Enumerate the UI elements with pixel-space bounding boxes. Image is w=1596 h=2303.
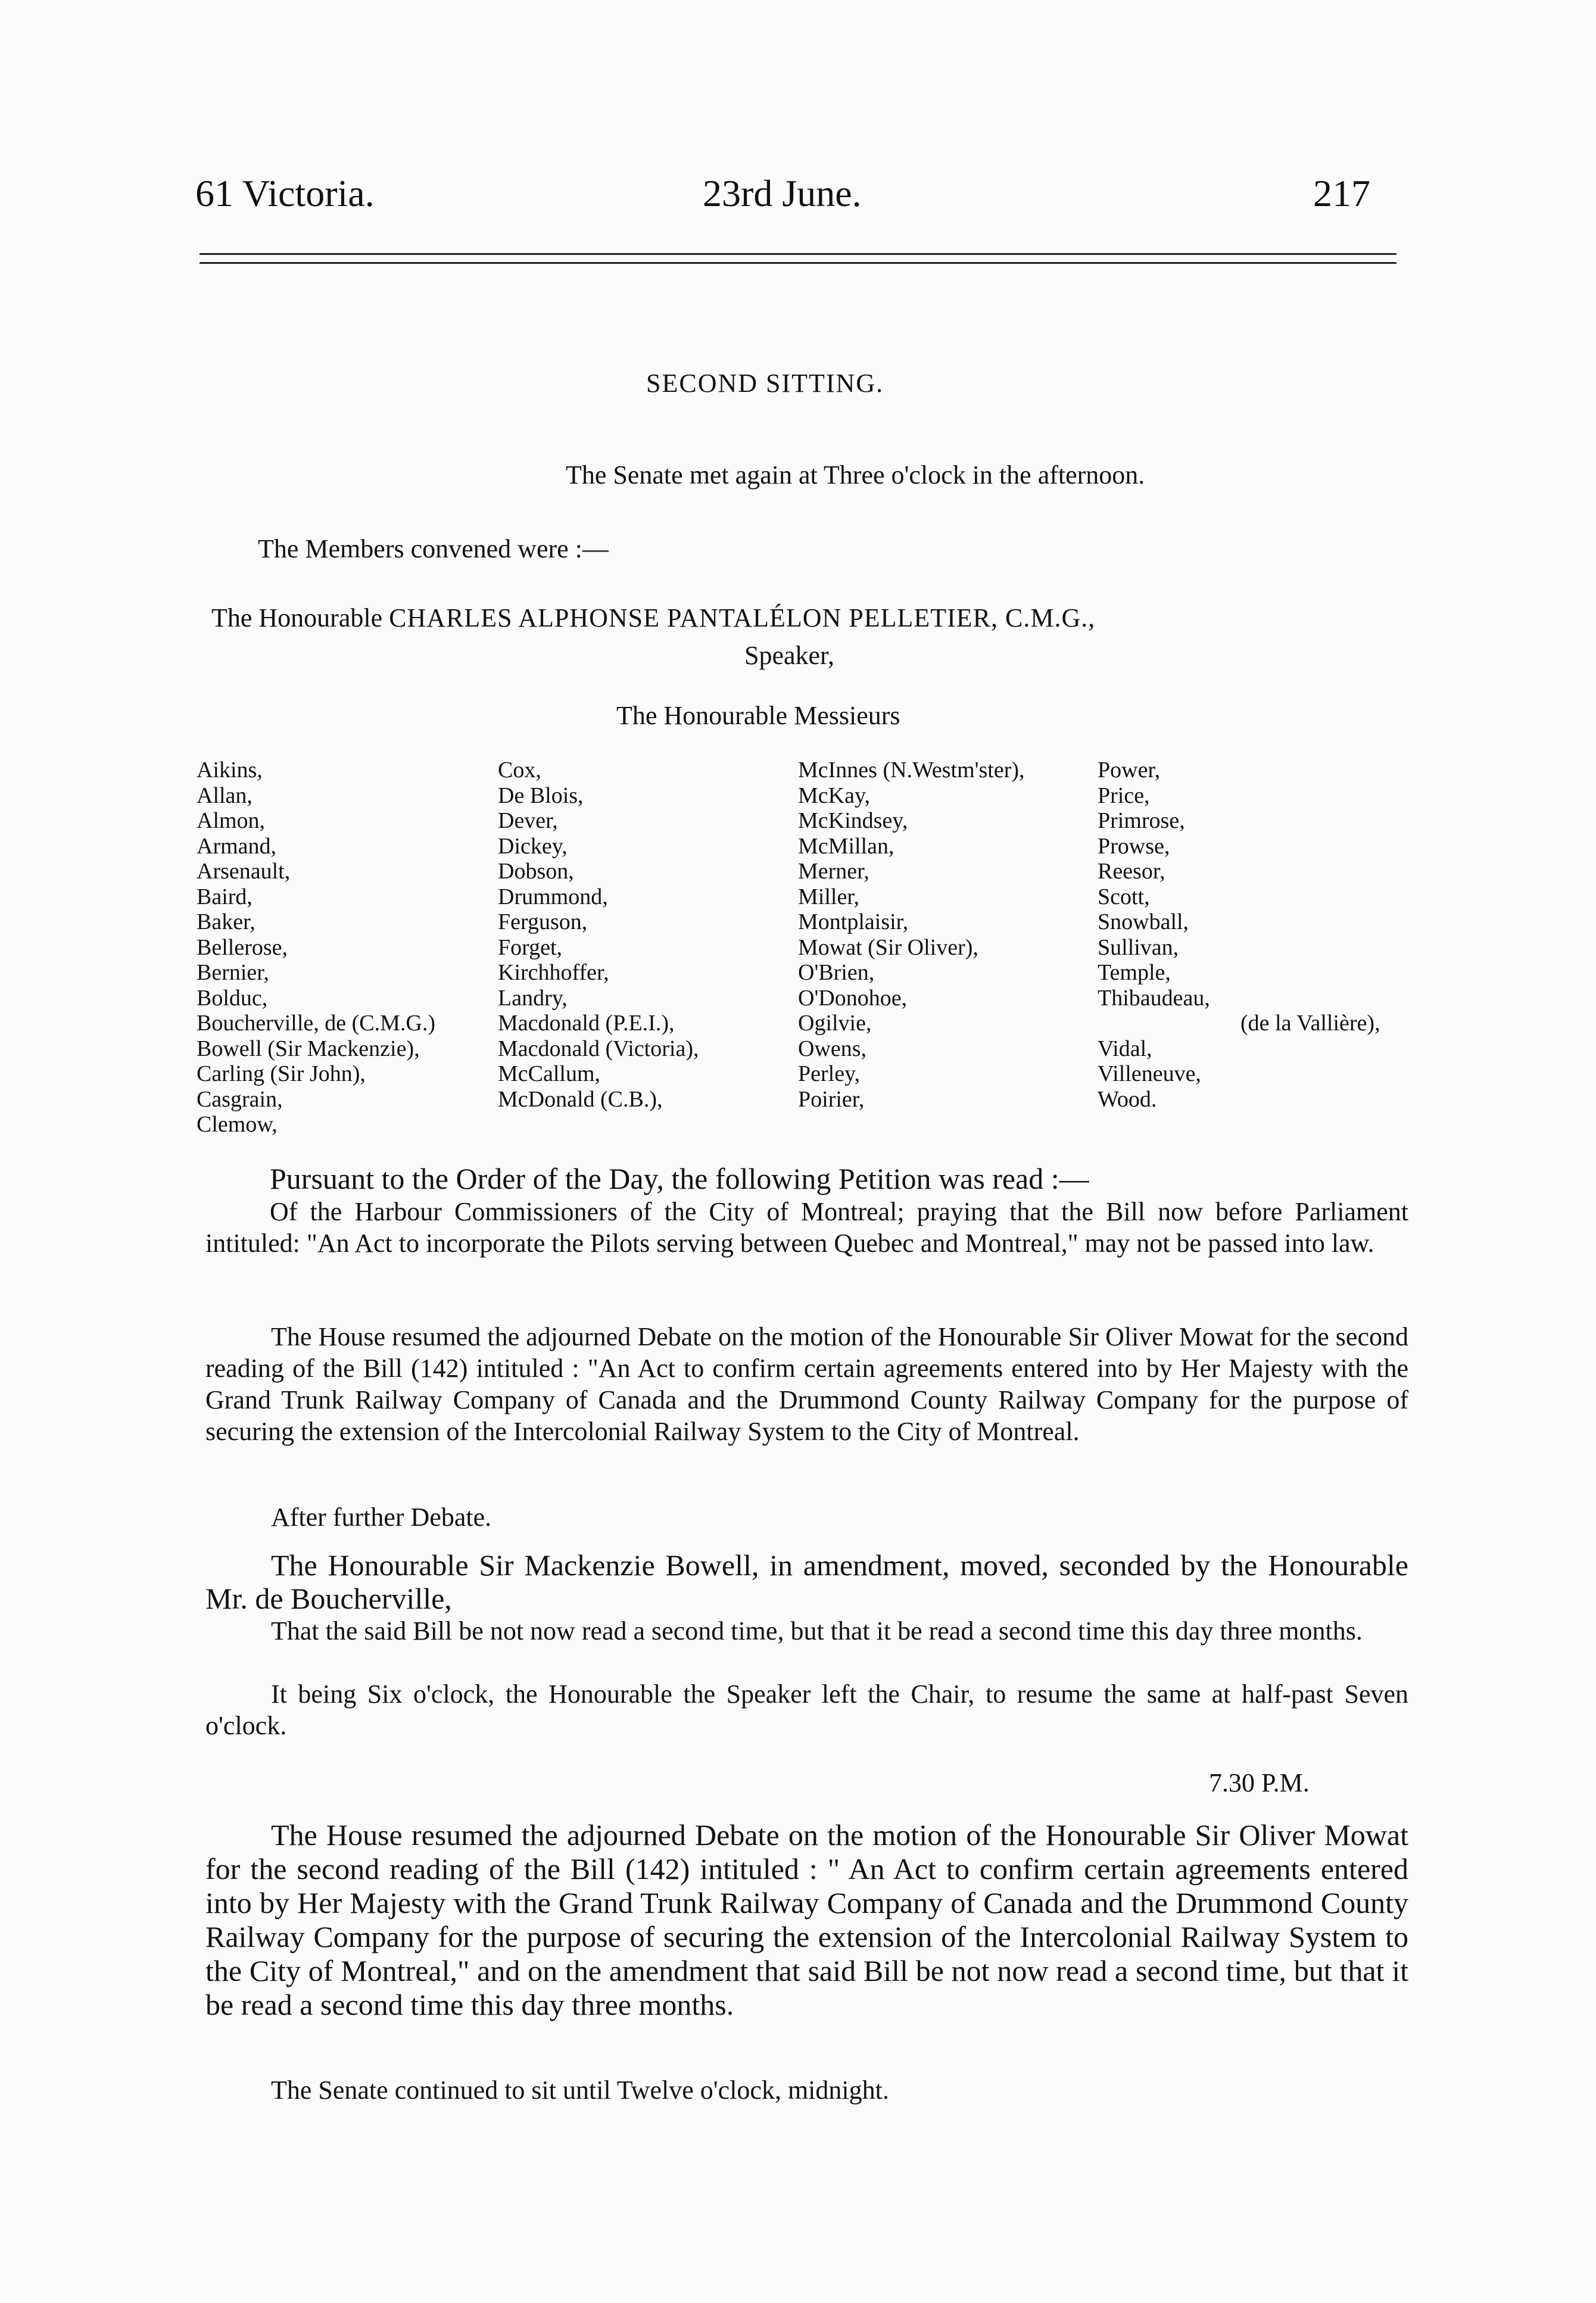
member-name: Owens,	[798, 1036, 867, 1061]
member-name: Macdonald (Victoria),	[498, 1036, 699, 1061]
member-name: Clemow,	[197, 1112, 278, 1137]
members-column-3	[798, 758, 1025, 1112]
member-name: Snowball,	[1098, 909, 1189, 934]
amendment-motion: The Honourable Sir Mackenzie Bowell, in amendment, moved, seconded by the Honourable Mr. de Boucherville,	[205, 1548, 1408, 1615]
petition-text: Of the Harbour Commissioners of the City of Montreal; praying that the Bill now before Parliament intituled: "An Act to incorporate the Pilots serving between Quebec and Montreal," may not be passed into law.	[205, 1197, 1408, 1258]
member-name: De Blois,	[498, 783, 584, 808]
after-further-debate: After further Debate.	[271, 1503, 492, 1532]
member-name: Casgrain,	[197, 1086, 283, 1112]
member-name: McCallum,	[498, 1061, 601, 1086]
member-name: Sullivan,	[1098, 934, 1179, 960]
member-name: Dickey,	[498, 833, 568, 859]
member-name: Bolduc,	[197, 985, 268, 1011]
member-name: Boucherville, de (C.M.G.)	[197, 1011, 436, 1036]
member-name: Landry,	[498, 985, 568, 1011]
member-name: Vidal,	[1098, 1036, 1152, 1061]
page-number: 217	[1313, 172, 1370, 214]
speaker-line	[211, 603, 1095, 633]
member-name: Macdonald (P.E.I.),	[498, 1011, 675, 1036]
member-name: Wood.	[1098, 1086, 1157, 1112]
member-name: Montplaisir,	[798, 909, 909, 934]
member-name: Forget,	[498, 934, 563, 960]
midnight-paragraph: The Senate continued to sit until Twelve o'clock, midnight.	[271, 2075, 889, 2105]
member-name: Carling (Sir John),	[197, 1061, 366, 1086]
member-name: McDonald (C.B.),	[498, 1086, 663, 1112]
member-name: Mowat (Sir Oliver),	[798, 934, 978, 960]
member-name: Baker,	[197, 909, 255, 934]
member-name: Allan,	[197, 783, 253, 808]
member-name: Ogilvie,	[798, 1011, 872, 1036]
member-name: Villeneuve,	[1098, 1061, 1201, 1086]
member-name: Perley,	[798, 1061, 861, 1086]
member-name: (de la Vallière),	[1240, 1011, 1380, 1036]
debate-paragraph-2: The House resumed the adjourned Debate on the motion of the Honourable Sir Oliver Mowat for the second reading of the Bill (142) intituled : " An Act to confirm certain agreements entered into by Her Majesty with the Grand Trunk Railway Company of Canada and the Drummond County Railway Company for the purpose of securing the extension of the Intercolonial Railway System to the City of Montreal," and on the amendment that said Bill be not now read a second time, but that it be read a second time this day three months.	[205, 1818, 1408, 2021]
member-name: Poirier,	[798, 1086, 865, 1112]
debate-paragraph-1: The House resumed the adjourned Debate on the motion of the Honourable Sir Oliver Mowat for the second reading of the Bill (142) intituled : "An Act to confirm certain agreements entered into by Her Majesty with the Grand Trunk Railway Company of Canada and the Drummond County Railway Company for the purpose of securing the extension of the Intercolonial Railway System to the City of Montreal.	[205, 1322, 1408, 1446]
members-column-2	[498, 758, 699, 1112]
member-name: Ferguson,	[498, 909, 588, 934]
member-name: Miller,	[798, 884, 859, 909]
member-name: Cox,	[498, 758, 541, 783]
member-name: Dever,	[498, 808, 558, 833]
header-date: 23rd June.	[703, 172, 862, 214]
speaker-role: Speaker,	[744, 641, 834, 670]
member-name: Armand,	[197, 833, 277, 859]
messieurs-heading: The Honourable Messieurs	[616, 701, 900, 730]
members-convened: The Members convened were :—	[258, 534, 609, 563]
member-name: Bowell (Sir Mackenzie),	[197, 1036, 420, 1061]
member-name: Almon,	[197, 808, 266, 833]
member-name: O'Brien,	[798, 960, 875, 985]
amendment-text: That the said Bill be not now read a second time, but that it be read a second time this day three months.	[271, 1616, 1363, 1646]
speaker-prefix: The Honourable	[211, 603, 383, 632]
member-name: Dobson,	[498, 859, 574, 884]
members-column-4	[1098, 758, 1380, 1112]
member-name: Bellerose,	[197, 934, 288, 960]
member-name: Primrose,	[1098, 808, 1185, 833]
header-rule-bottom	[200, 262, 1396, 264]
petition-intro: Pursuant to the Order of the Day, the following Petition was read :—	[270, 1162, 1089, 1195]
sitting-title: SECOND SITTING.	[646, 369, 884, 398]
time-heading: 7.30 P.M.	[1209, 1768, 1310, 1797]
speaker-name: CHARLES ALPHONSE PANTALÉLON PELLETIER, C.M.G.,	[389, 603, 1096, 632]
member-name: Aikins,	[197, 758, 263, 783]
header-session: 61 Victoria.	[195, 172, 375, 214]
member-name: Prowse,	[1098, 833, 1170, 859]
member-name: Thibaudeau,	[1098, 985, 1210, 1011]
member-name: McKay,	[798, 783, 870, 808]
member-name: Arsenault,	[197, 859, 291, 884]
header-rule-top	[200, 253, 1396, 255]
member-name: Merner,	[798, 859, 869, 884]
member-name: McInnes (N.Westm'ster),	[798, 758, 1025, 783]
member-name: O'Donohoe,	[798, 985, 908, 1011]
member-name: Drummond,	[498, 884, 608, 909]
member-name: McKindsey,	[798, 808, 908, 833]
member-name: McMillan,	[798, 833, 894, 859]
member-name: Power,	[1098, 758, 1161, 783]
member-name: Bernier,	[197, 960, 269, 985]
six-oclock-paragraph: It being Six o'clock, the Honourable the Speaker left the Chair, to resume the same at half-past Seven o'clock.	[205, 1679, 1408, 1740]
member-name: Reesor,	[1098, 859, 1165, 884]
member-name: Scott,	[1098, 884, 1150, 909]
member-name: Price,	[1098, 783, 1150, 808]
members-column-1	[197, 758, 435, 1138]
member-name: Kirchhoffer,	[498, 960, 609, 985]
met-again-line: The Senate met again at Three o'clock in the afternoon.	[566, 460, 1145, 490]
member-name: Baird,	[197, 884, 253, 909]
member-name: Temple,	[1098, 960, 1171, 985]
